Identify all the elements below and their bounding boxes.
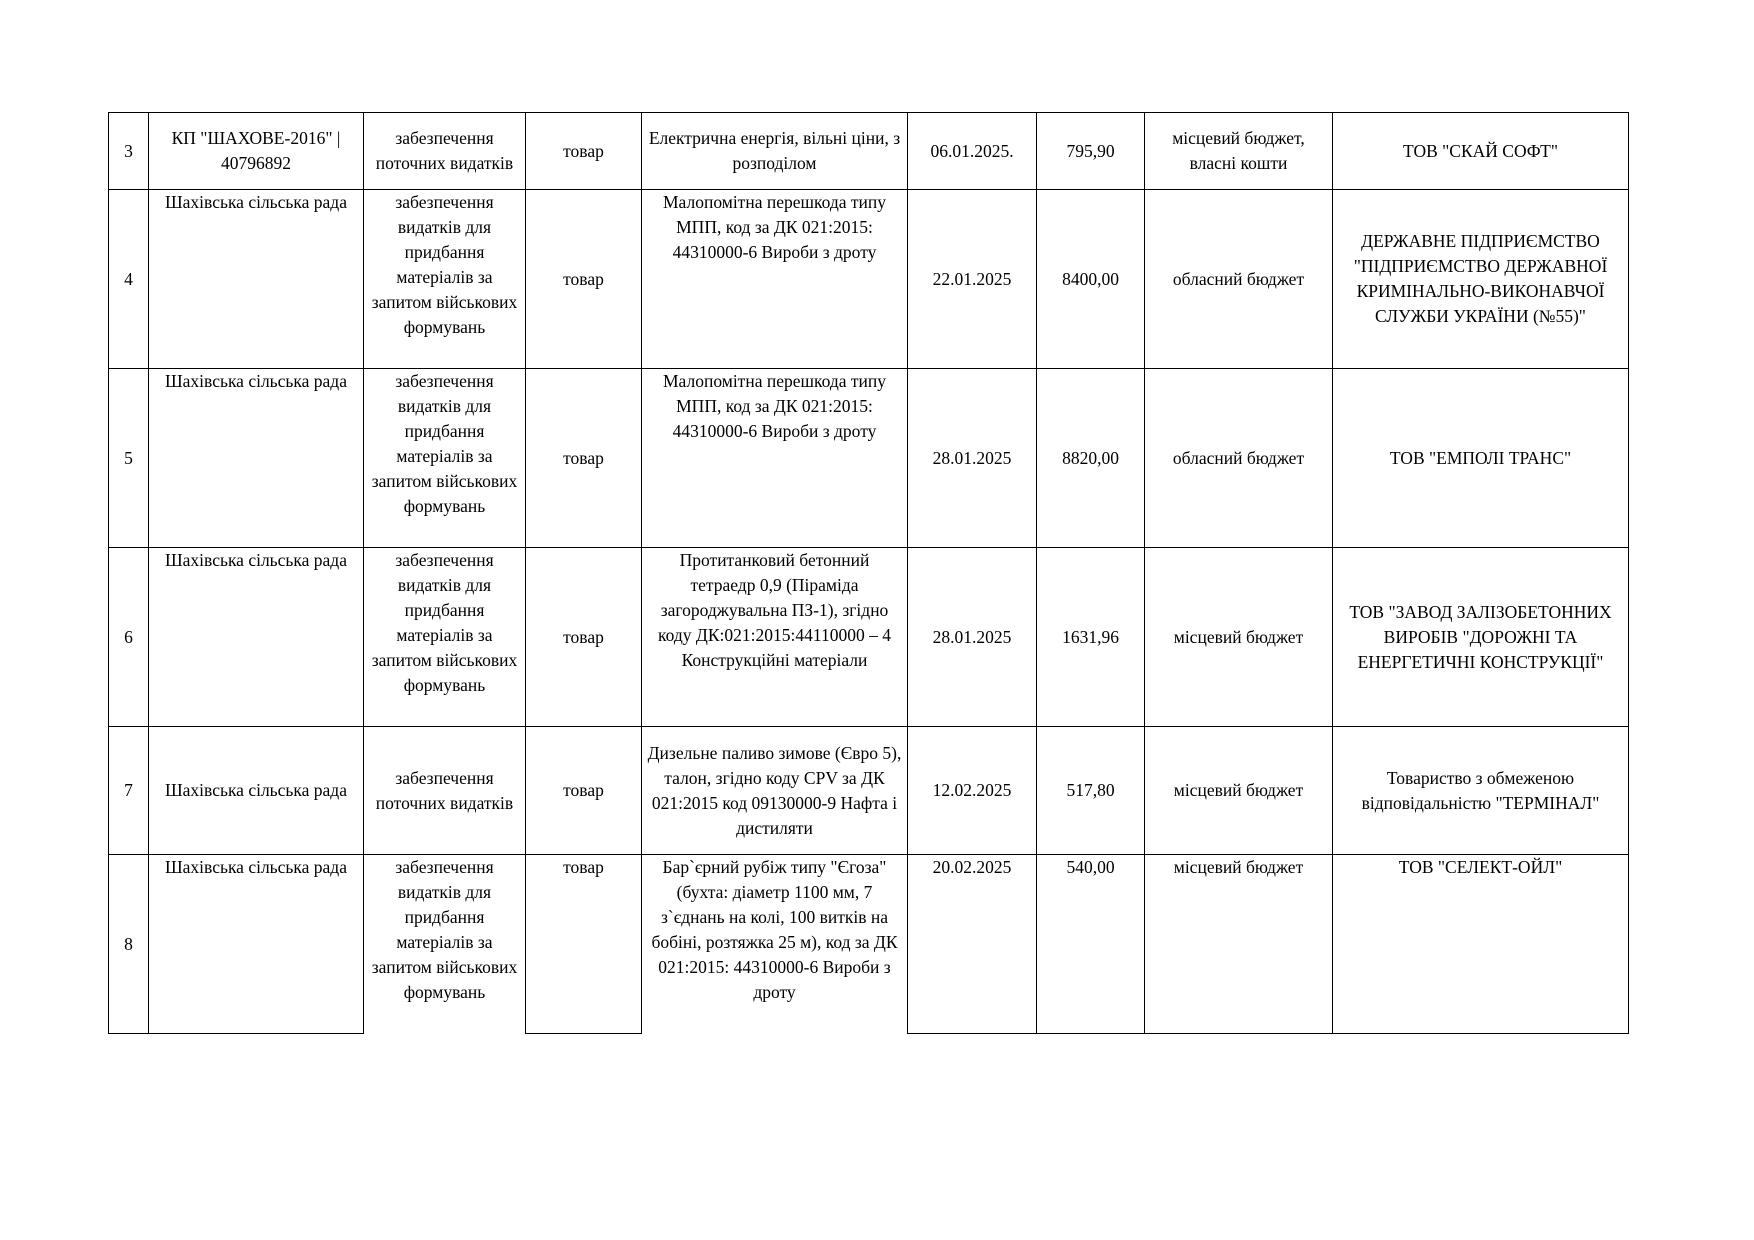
procurement-table — [108, 112, 1629, 1034]
cell-source: місцевий бюджет, власні кошти — [1145, 113, 1333, 190]
table-row — [109, 727, 1629, 855]
cell-amount: 795,90 — [1037, 113, 1145, 190]
cell-source: місцевий бюджет — [1145, 548, 1333, 727]
cell-type: товар — [526, 113, 642, 190]
cell-date: 28.01.2025 — [908, 548, 1037, 727]
cell-amount: 8820,00 — [1037, 369, 1145, 548]
cell-number: 6 — [109, 548, 149, 727]
cell-customer: Шахівська сільська рада — [149, 727, 364, 855]
cell-amount: 8400,00 — [1037, 190, 1145, 369]
cell-supplier: ТОВ "ЕМПОЛІ ТРАНС" — [1333, 369, 1629, 548]
cell-amount: 1631,96 — [1037, 548, 1145, 727]
cell-number: 4 — [109, 190, 149, 369]
cell-supplier: ТОВ "СЕЛЕКТ-ОЙЛ" — [1333, 855, 1629, 1034]
cell-number: 7 — [109, 727, 149, 855]
cell-purpose: забезпечення видатків для придбання матеріалів за запитом військових формувань — [364, 369, 526, 548]
cell-date: 22.01.2025 — [908, 190, 1037, 369]
cell-supplier: ТОВ "ЗАВОД ЗАЛІЗОБЕТОННИХ ВИРОБІВ "ДОРОЖНІ ТА ЕНЕРГЕТИЧНІ КОНСТРУКЦІЇ" — [1333, 548, 1629, 727]
cell-customer: Шахівська сільська рада — [149, 190, 364, 369]
table-row — [109, 113, 1629, 190]
cell-purpose: забезпечення видатків для придбання матеріалів за запитом військових формувань — [364, 190, 526, 369]
cell-date: 28.01.2025 — [908, 369, 1037, 548]
cell-supplier: ТОВ "СКАЙ СОФТ" — [1333, 113, 1629, 190]
cell-subject: Малопомітна перешкода типу МПП, код за ДК 021:2015: 44310000-6 Вироби з дроту — [642, 369, 908, 548]
cell-date: 20.02.2025 — [908, 855, 1037, 1034]
cell-number: 3 — [109, 113, 149, 190]
cell-source: місцевий бюджет — [1145, 727, 1333, 855]
cell-purpose: забезпечення видатків для придбання матеріалів за запитом військових формувань — [364, 548, 526, 727]
cell-subject: Малопомітна перешкода типу МПП, код за ДК 021:2015: 44310000-6 Вироби з дроту — [642, 190, 908, 369]
cell-subject: Протитанковий бетонний тетраедр 0,9 (Піраміда загороджувальна ПЗ-1), згідно коду ДК:021:2015:44110000 – 4 Конструкційні матеріали — [642, 548, 908, 727]
table-row — [109, 369, 1629, 548]
table-row — [109, 855, 1629, 1034]
cell-source: обласний бюджет — [1145, 190, 1333, 369]
cell-type: товар — [526, 190, 642, 369]
cell-purpose: забезпечення поточних видатків — [364, 113, 526, 190]
cell-date: 06.01.2025. — [908, 113, 1037, 190]
cell-purpose: забезпечення видатків для придбання матеріалів за запитом військових формувань — [364, 855, 526, 1034]
cell-number: 8 — [109, 855, 149, 1034]
cell-source: місцевий бюджет — [1145, 855, 1333, 1034]
cell-type: товар — [526, 855, 642, 1034]
cell-amount: 540,00 — [1037, 855, 1145, 1034]
cell-type: товар — [526, 548, 642, 727]
cell-subject: Електрична енергія, вільні ціни, з розподілом — [642, 113, 908, 190]
cell-subject: Дизельне паливо зимове (Євро 5), талон, згідно коду CPV за ДК 021:2015 код 09130000-9 Нафта і дистиляти — [642, 727, 908, 855]
table-row — [109, 190, 1629, 369]
cell-customer: Шахівська сільська рада — [149, 855, 364, 1034]
cell-subject: Бар`єрний рубіж типу "Єгоза" (бухта: діаметр 1100 мм, 7 з`єднань на колі, 100 витків на бобіні, розтяжка 25 м), код за ДК 021:2015: 44310000-6 Вироби з дроту — [642, 855, 908, 1034]
cell-purpose: забезпечення поточних видатків — [364, 727, 526, 855]
cell-number: 5 — [109, 369, 149, 548]
cell-source: обласний бюджет — [1145, 369, 1333, 548]
cell-customer: КП "ШАХОВЕ-2016" | 40796892 — [149, 113, 364, 190]
table-row — [109, 548, 1629, 727]
cell-amount: 517,80 — [1037, 727, 1145, 855]
cell-customer: Шахівська сільська рада — [149, 369, 364, 548]
cell-customer: Шахівська сільська рада — [149, 548, 364, 727]
cell-type: товар — [526, 727, 642, 855]
cell-supplier: Товариство з обмеженою відповідальністю "ТЕРМІНАЛ" — [1333, 727, 1629, 855]
cell-type: товар — [526, 369, 642, 548]
cell-date: 12.02.2025 — [908, 727, 1037, 855]
cell-supplier: ДЕРЖАВНЕ ПІДПРИЄМСТВО "ПІДПРИЄМСТВО ДЕРЖАВНОЇ КРИМІНАЛЬНО-ВИКОНАВЧОЇ СЛУЖБИ УКРАЇНИ (№55)" — [1333, 190, 1629, 369]
